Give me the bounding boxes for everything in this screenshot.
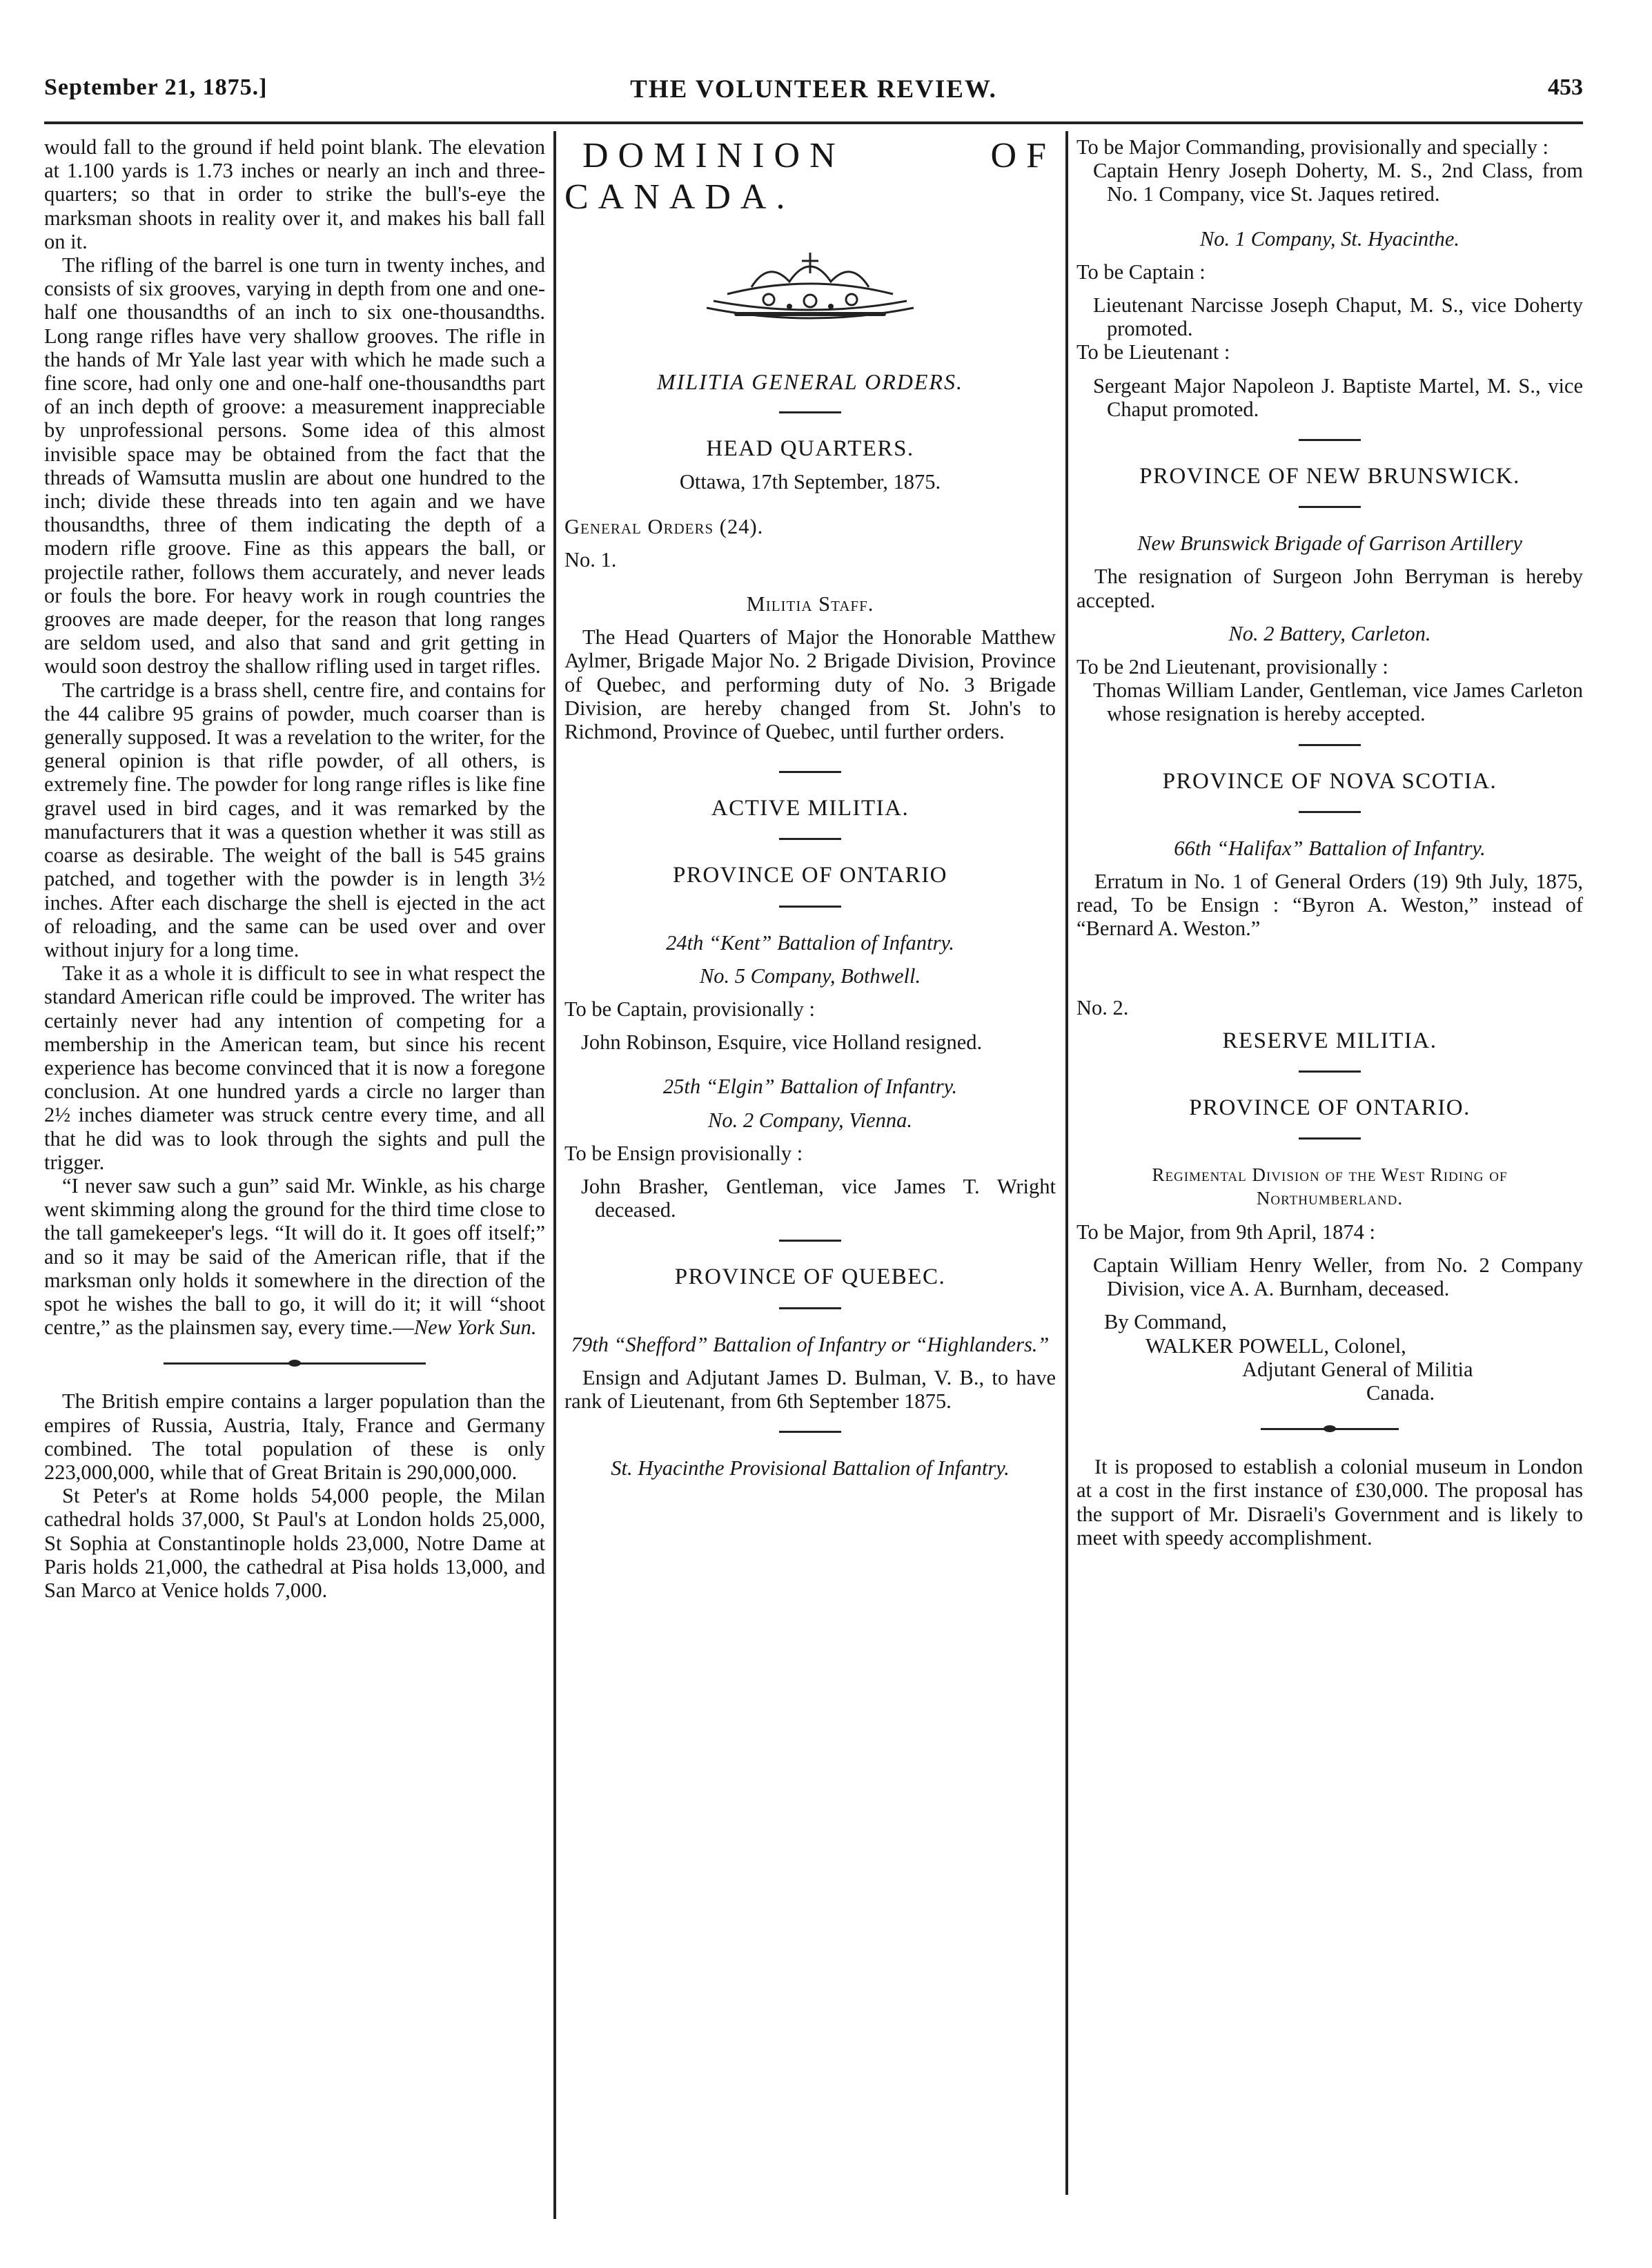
halifax-battalion-heading: 66th “Halifax” Battalion of Infantry. (1174, 836, 1486, 860)
lieutenant-appointment: Sergeant Major Napoleon J. Baptiste Martel, M. S., vice Chaput promoted. (1093, 373, 1583, 421)
major-rank: To be Major Commanding, provisionally and specially : (1076, 135, 1549, 159)
province-quebec-heading: PROVINCE OF QUEBEC. (674, 1264, 946, 1290)
captain-rank: To be Captain : (1076, 260, 1206, 284)
by-command: By Command, (1104, 1310, 1227, 1334)
signer-name: WALKER POWELL, Colonel, (1145, 1333, 1406, 1358)
province-nova-scotia-heading: PROVINCE OF NOVA SCOTIA. (1162, 768, 1497, 794)
rifle-article-p4: Take it as a whole it is difficult to see in what respect the standard American rifle could be improved. The writer has certainly never had any intention of competing for a membership in the American team, but since his recent experience has become convinced that it is now a foregone conclusion. At one hundred yards a circle no larger than 2½ inches diameter was struck centre every time, and all that he did was to look through the sights and pull the trigger. (44, 961, 545, 1174)
nb-appointment: Thomas William Lander, Gentleman, vice James Carleton whose resignation is hereby accepted. (1093, 678, 1583, 726)
major-appointment: Captain Henry Joseph Doherty, M. S., 2nd Class, from No. 1 Company, vice St. Jaques retired. (1093, 159, 1583, 206)
rifle-article-p3: The cartridge is a brass shell, centre fire, and contains for the 44 calibre 95 grains of powder, much coarser than is generally supposed. It was a revelation to the writer, for the general opinion is that rifle powder, of all others, is extremely fine. The powder for long range rifles is like fine gravel used in bird cages, and it was remarked by the manufacturers that it was a question whether it was still as coarse as desirable. The weight of the ball is 545 grains patched, and together with the powder is in length 3½ inches. After each discharge the shell is ejected in the act of reloading, and the same can be used over and over without injury for a long time. (44, 678, 545, 961)
museum-paragraph: It is proposed to establish a colonial museum in London at a cost in the first instance of £30,000. The proposal has the support of Mr. Disraeli's Government and is likely to meet with speedy accomplishment. (1076, 1455, 1583, 1550)
hyacinthe-battalion-heading: St. Hyacinthe Provisional Battalion of Infantry. (611, 1456, 1010, 1480)
kent-company: No. 5 Company, Bothwell. (699, 964, 921, 988)
kent-appointment: John Robinson, Esquire, vice Holland resigned. (581, 1030, 983, 1055)
separator-dash (1299, 1071, 1361, 1073)
lieutenant-rank: To be Lieutenant : (1076, 340, 1230, 364)
separator-dash (779, 838, 841, 840)
rifle-article-p1: would fall to the ground if held point blank. The elevation at 1.100 yards is 1.73 inches or nearly an inch and three-quarters; so that in order to strike the bull's-eye the marksman shoots in reality over it, and makes his ball fall on it. (44, 135, 545, 253)
nb-resignation: The resignation of Surgeon John Berryman is hereby accepted. (1076, 565, 1583, 612)
separator-dash (779, 906, 841, 908)
dateline: Ottawa, 17th September, 1875. (679, 470, 941, 494)
rifle-article-p5 (44, 1174, 545, 1339)
nb-rank: To be 2nd Lieutenant, provisionally : (1076, 655, 1388, 679)
separator-dash (1299, 811, 1361, 813)
rifle-article-p5-text: “I never saw such a gun” said Mr. Winkle, as his charge went skimming along the ground for the third time close to the tall gamekeeper's legs. “It will do it. It goes off itself;” and so it may be said of the American rifle, that if the marksman only holds it somewhere in the direction of the spot he wishes the ball to go, it will do it; it will “shoot centre,” as the plainsmen say, every time.— (44, 1173, 545, 1340)
article-source: New York Sun. (413, 1316, 537, 1340)
order-number-1: No. 1. (564, 547, 617, 571)
rifle-article-p2: The rifling of the barrel is one turn in twenty inches, and consists of six grooves, varying in depth from one and one-half one thousandths of an inch to six one-thousandths. Long range rifles have very shallow grooves. The rifle in the hands of Mr Yale last year with which he made such a fine score, had only one and one-half one-thousandths part of an inch depth of groove: a measurement inappreciable by unprofessional persons. Some idea of this almost invisible space may be obtained from the fact that the threads of Wamsutta muslin are about one hundred to the inch; divide these threads into ten again and we have thousandths, three of them indicating the depth of a modern rifle groove. Fine as this appears the ball, or projectile rather, follows them accurately, and never leads or fouls the bore. For heavy work in rough countries the grooves are made deeper, for the reason that long ranges are seldom used, and also that sand and grit getting in would soon destroy the shallow rifling used in target rifles. (44, 253, 545, 678)
separator-dash (779, 1431, 841, 1433)
right-column (1076, 135, 1583, 1550)
captain-appointment: Lieutenant Narcisse Joseph Chaput, M. S., vice Doherty promoted. (1093, 293, 1583, 341)
kent-battalion-heading: 24th “Kent” Battalion of Infantry. (666, 930, 954, 955)
major2-rank: To be Major, from 9th April, 1874 : (1076, 1220, 1375, 1244)
regimental-division-heading: Regimental Division of the West Riding of Northumberland. (1152, 1164, 1508, 1209)
hq-heading: HEAD QUARTERS. (706, 436, 914, 462)
active-militia-heading: ACTIVE MILITIA. (711, 796, 909, 821)
staff-order-text: The Head Quarters of Major the Honorable Matthew Aylmer, Brigade Major No. 2 Brigade Division, Province of Quebec, and performing duty of No. 3 Brigade Division, are hereby changed from St. John's to Richmond, Province of Quebec, until further orders. (564, 625, 1056, 744)
separator-dash (779, 1240, 841, 1242)
separator-dash (779, 771, 841, 773)
elgin-rank: To be Ensign provisionally : (564, 1141, 803, 1165)
kent-rank: To be Captain, provisionally : (564, 997, 815, 1021)
left-column (44, 135, 545, 1602)
order-number-2: No. 2. (1076, 995, 1129, 1019)
publication-title: THE VOLUNTEER REVIEW. (630, 75, 997, 104)
crown-emblem-icon (686, 246, 934, 329)
company-1-heading: No. 1 Company, St. Hyacinthe. (1199, 226, 1460, 251)
article-separator (1261, 1428, 1399, 1430)
issue-date: September 21, 1875.] (44, 75, 268, 100)
middle-column (564, 135, 1056, 1480)
column-divider-left (553, 131, 556, 2219)
dominion-banner: DOMINION OF CANADA. (564, 136, 1056, 217)
elgin-appointment: John Brasher, Gentleman, vice James T. Wright deceased. (581, 1175, 1056, 1222)
general-orders-number: General Orders (24). (564, 514, 764, 538)
province-ontario-heading: PROVINCE OF ONTARIO (672, 863, 948, 888)
province-ontario-reserve-heading: PROVINCE OF ONTARIO. (1189, 1095, 1471, 1121)
signer-place: Canada. (1366, 1380, 1435, 1405)
elgin-company: No. 2 Company, Vienna. (708, 1108, 912, 1132)
separator-dash (1299, 744, 1361, 746)
column-divider-right (1065, 131, 1068, 2195)
major2-appointment: Captain William Henry Weller, from No. 2 Company Division, vice A. A. Burnham, deceased. (1093, 1253, 1583, 1301)
reserve-militia-heading: RESERVE MILITIA. (1222, 1028, 1437, 1053)
separator-dash (1299, 439, 1361, 441)
header-rule (44, 121, 1583, 124)
signer-title: Adjutant General of Militia (1242, 1357, 1473, 1381)
erratum-text: Erratum in No. 1 of General Orders (19) 9th July, 1875, read, To be Ensign : “Byron A. Weston,” instead of “Bernard A. Weston.” (1076, 870, 1583, 941)
cathedrals-paragraph: St Peter's at Rome holds 54,000 people, the Milan cathedral holds 37,000, St Paul's at London holds 25,000, St Sophia at Constantinople holds 23,000, Notre Dame at Paris holds 21,000, the cathedral at Pisa holds 13,000, and San Marco at Venice holds 7,000. (44, 1484, 545, 1602)
page-header (44, 75, 1583, 116)
article-separator (164, 1362, 426, 1365)
shefford-order: Ensign and Adjutant James D. Bulman, V. B., to have rank of Lieutenant, from 6th September 1875. (564, 1365, 1056, 1414)
separator-dash (779, 1307, 841, 1309)
nb-brigade-heading: New Brunswick Brigade of Garrison Artillery (1137, 531, 1522, 556)
elgin-battalion-heading: 25th “Elgin” Battalion of Infantry. (662, 1075, 958, 1099)
separator-dash (1299, 506, 1361, 508)
empire-paragraph: The British empire contains a larger population than the empires of Russia, Austria, Italy, France and Germany combined. The total population of these is only 223,000,000, while that of Great Britain is 290,000,000. (44, 1389, 545, 1484)
separator-dash (779, 411, 841, 413)
militia-orders-heading: MILITIA GENERAL ORDERS. (657, 369, 963, 394)
shefford-battalion-heading: 79th “Shefford” Battalion of Infantry or “Highlanders.” (571, 1332, 1050, 1356)
province-new-brunswick-heading: PROVINCE OF NEW BRUNSWICK. (1139, 464, 1520, 489)
separator-dash (1299, 1137, 1361, 1140)
page-number: 453 (1548, 75, 1583, 100)
militia-staff-heading: Militia Staff. (746, 592, 874, 616)
nb-battery: No. 2 Battery, Carleton. (1228, 621, 1431, 645)
